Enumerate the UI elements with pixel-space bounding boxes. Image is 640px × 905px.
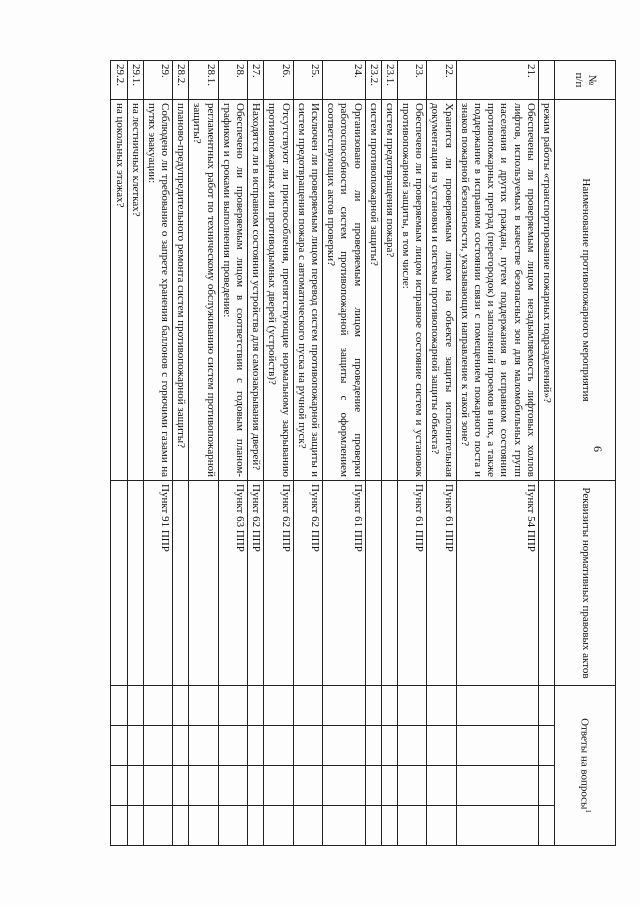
answer-cell[interactable] — [456, 766, 538, 806]
answer-cell[interactable] — [173, 726, 189, 766]
table-row — [264, 61, 293, 846]
row-number: 22. — [427, 61, 456, 100]
table-row — [173, 61, 189, 846]
answer-cell[interactable] — [456, 806, 538, 846]
answer-cell[interactable] — [264, 686, 293, 726]
answer-cell[interactable] — [397, 766, 426, 806]
answer-cell[interactable] — [127, 766, 143, 806]
answer-cell[interactable] — [143, 686, 172, 726]
row-act — [538, 481, 554, 686]
row-number: 29.2. — [111, 61, 127, 100]
answer-cell[interactable] — [264, 726, 293, 766]
header-requisites: Реквизиты нормативных правовых актов — [555, 481, 616, 686]
row-number: 26. — [264, 61, 293, 100]
answer-cell[interactable] — [189, 726, 218, 766]
row-text: Исключен ли проверяемым лицом перевод систем противопожарной защиты и систем предотвращения пожара с автоматического пуска на ручной пуск? — [293, 100, 322, 481]
answer-cell[interactable] — [248, 726, 264, 766]
row-number: 27. — [248, 61, 264, 100]
answer-cell[interactable] — [143, 726, 172, 766]
answer-cell[interactable] — [293, 766, 322, 806]
answer-cell[interactable] — [323, 726, 366, 766]
row-number: 23.1. — [381, 61, 397, 100]
table-body — [111, 61, 555, 846]
answer-cell[interactable] — [365, 806, 381, 846]
row-act — [189, 481, 218, 686]
table-row — [248, 61, 264, 846]
answer-cell[interactable] — [248, 686, 264, 726]
answer-cell[interactable] — [248, 806, 264, 846]
table-row — [381, 61, 397, 846]
row-act — [173, 481, 189, 686]
row-text: Организовано ли проверяемым лицом проведение проверки работоспособности систем противопожарной защиты с оформлением соответствующих актов проверки? — [323, 100, 366, 481]
answer-cell[interactable] — [248, 766, 264, 806]
row-number: 21. — [456, 61, 538, 100]
table-header-row — [555, 61, 616, 846]
page-number: 6 — [591, 446, 605, 452]
row-act — [111, 481, 127, 686]
answer-cell[interactable] — [397, 686, 426, 726]
answer-cell[interactable] — [264, 766, 293, 806]
answer-cell[interactable] — [365, 726, 381, 766]
row-act — [365, 481, 381, 686]
answer-cell[interactable] — [127, 806, 143, 846]
answer-cell[interactable] — [189, 686, 218, 726]
answer-cell[interactable] — [397, 726, 426, 766]
row-text: планово-предупредительного ремонта систем противопожарной защиты? — [173, 100, 189, 481]
answer-cell[interactable] — [111, 766, 127, 806]
row-text: Хранится ли проверяемым лицом на объекте защиты исполнительная документация на установки и системы противопожарной защиты объекта? — [427, 100, 456, 481]
row-number: 23. — [397, 61, 426, 100]
answer-cell[interactable] — [143, 806, 172, 846]
answer-cell[interactable] — [189, 806, 218, 846]
answer-cell[interactable] — [323, 806, 366, 846]
answer-cell[interactable] — [427, 806, 456, 846]
row-number: 29.1. — [127, 61, 143, 100]
header-answers — [555, 686, 616, 846]
table-row — [218, 61, 247, 846]
row-number: 28. — [218, 61, 247, 100]
answer-cell[interactable] — [293, 726, 322, 766]
row-number: 29. — [143, 61, 172, 100]
answer-cell[interactable] — [397, 806, 426, 846]
answer-cell[interactable] — [127, 726, 143, 766]
answer-cell[interactable] — [427, 726, 456, 766]
answer-cell[interactable] — [173, 766, 189, 806]
answer-cell[interactable] — [427, 766, 456, 806]
row-number — [538, 61, 554, 100]
answer-cell[interactable] — [381, 726, 397, 766]
answer-cell[interactable] — [111, 726, 127, 766]
row-text: Обеспечены ли проверяемым лицом незадымляемость лифтовых холлов лифтов, используемых в качестве безопасных зон для маломобильных групп населения и других граждан, путем поддержания в исправном состоянии противопожарных преград (перегородок) и заполнений проемов в них, а также поддержание в исправном состоянии связи с помещением пожарного поста и знаков пожарной безопасности, указывающих направление к такой зоне? — [456, 100, 538, 481]
row-number: 23.2. — [365, 61, 381, 100]
answer-cell[interactable] — [538, 806, 554, 846]
rotated-table-container — [80, 60, 616, 845]
answer-cell[interactable] — [127, 686, 143, 726]
header-answers-footnote: 1 — [584, 809, 593, 813]
answer-cell[interactable] — [218, 806, 247, 846]
row-text: на лестничных клетках? — [127, 100, 143, 481]
row-act — [381, 481, 397, 686]
answer-cell[interactable] — [538, 686, 554, 726]
answer-cell[interactable] — [218, 766, 247, 806]
row-act — [127, 481, 143, 686]
answer-cell[interactable] — [293, 686, 322, 726]
row-act: Пункт 62 ППР — [264, 481, 293, 686]
row-text: систем противопожарной защиты? — [365, 100, 381, 481]
answer-cell[interactable] — [456, 726, 538, 766]
row-text: на цокольных этажах? — [111, 100, 127, 481]
table-row — [293, 61, 322, 846]
row-act: Пункт 61 ППР — [323, 481, 366, 686]
answer-cell[interactable] — [218, 726, 247, 766]
row-act: Пункт 62 ППР — [248, 481, 264, 686]
table-row — [427, 61, 456, 846]
answer-cell[interactable] — [264, 806, 293, 846]
row-act: Пункт 62 ППР — [293, 481, 322, 686]
answer-cell[interactable] — [538, 766, 554, 806]
answer-cell[interactable] — [293, 806, 322, 846]
row-number: 24. — [323, 61, 366, 100]
row-act: Пункт 63 ППР — [218, 481, 247, 686]
answer-cell[interactable] — [173, 806, 189, 846]
row-text: систем предотвращения пожара? — [381, 100, 397, 481]
answer-cell[interactable] — [323, 686, 366, 726]
table-row — [397, 61, 426, 846]
answer-cell[interactable] — [538, 726, 554, 766]
table-row — [456, 61, 538, 846]
row-number: 28.2. — [173, 61, 189, 100]
row-act: Пункт 61 ППР — [427, 481, 456, 686]
answer-cell[interactable] — [173, 686, 189, 726]
answer-cell[interactable] — [365, 766, 381, 806]
header-name: Наименование противопожарного мероприятия — [555, 100, 616, 481]
answer-cell[interactable] — [323, 766, 366, 806]
row-text: Соблюдено ли требование о запрете хранения баллонов с горючими газами на путях эвакуации: — [143, 100, 172, 481]
answer-cell[interactable] — [365, 686, 381, 726]
row-text: режим работы «транспортирование пожарных подразделений»? — [538, 100, 554, 481]
table-row — [538, 61, 554, 846]
row-act: Пункт 91 ППР — [143, 481, 172, 686]
table-row — [143, 61, 172, 846]
table-row — [127, 61, 143, 846]
table-row — [323, 61, 366, 846]
answer-cell[interactable] — [143, 766, 172, 806]
row-text: Обеспечено ли проверяемым лицом в соответствии с годовым планом-графиком и сроками выполнения проведение: — [218, 100, 247, 481]
answer-cell[interactable] — [218, 686, 247, 726]
table-row — [111, 61, 127, 846]
row-act: Пункт 61 ППР — [397, 481, 426, 686]
table-row — [365, 61, 381, 846]
row-text: Обеспечено ли проверяемым лицом исправное состояние систем и установок противопожарной защиты, в том числе: — [397, 100, 426, 481]
answer-cell[interactable] — [381, 806, 397, 846]
row-text: Находятся ли в исправном состоянии устройства для самозакрывания дверей? — [248, 100, 264, 481]
row-number: 28.1. — [189, 61, 218, 100]
answer-cell[interactable] — [456, 686, 538, 726]
answer-cell[interactable] — [189, 766, 218, 806]
answer-cell[interactable] — [427, 686, 456, 726]
checklist-table — [110, 60, 616, 846]
answer-cell[interactable] — [111, 806, 127, 846]
row-act: Пункт 54 ППР — [456, 481, 538, 686]
row-text: регламентных работ по техническому обслуживанию систем противопожарной защиты? — [189, 100, 218, 481]
answer-cell[interactable] — [381, 686, 397, 726]
answer-cell[interactable] — [111, 686, 127, 726]
answer-cell[interactable] — [381, 766, 397, 806]
row-text: Отсутствуют ли приспособления, препятствующие нормальному закрыванию противопожарных или противодымных дверей (устройств)? — [264, 100, 293, 481]
header-answers-label: Ответы на вопросы — [578, 718, 591, 810]
table-row — [189, 61, 218, 846]
header-num: № п/п — [555, 61, 616, 100]
row-number: 25. — [293, 61, 322, 100]
